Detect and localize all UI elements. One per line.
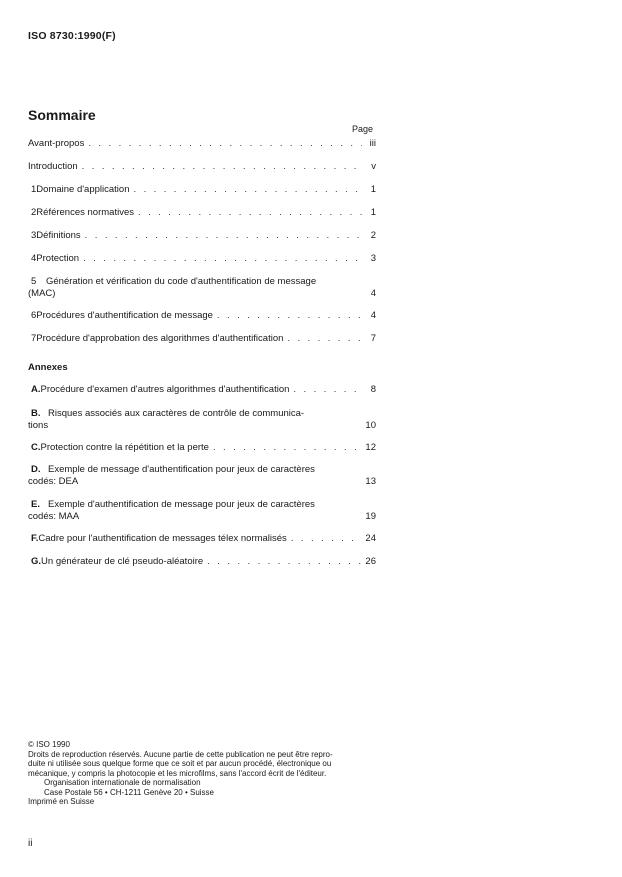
toc-entry-number: 4 [31, 253, 37, 264]
toc-entry-label: Protection [36, 253, 80, 264]
toc-entry-page: 13 [365, 476, 376, 487]
toc-entry-label: Définitions [36, 230, 81, 241]
toc-entry-page: 19 [365, 511, 376, 522]
toc-entry-label: Références normatives [36, 207, 134, 218]
toc-entry-avant-propos[interactable] [28, 138, 376, 150]
toc-entry-number: 3 [31, 230, 37, 241]
toc-entry-3[interactable] [28, 230, 376, 242]
toc-annex-c[interactable] [28, 442, 376, 454]
toc-entry-page: iii [369, 138, 376, 149]
copyright-line: © ISO 1990 [28, 740, 70, 749]
copyright-rights-line: duite ni utilisée sous quelque forme que ce soit et par aucun procédé, électronique ou [28, 759, 332, 768]
toc-entry-1[interactable] [28, 184, 376, 196]
toc-entry-label: Domaine d'application [36, 184, 130, 195]
toc-entry-5[interactable] [28, 276, 376, 300]
document-id: ISO 8730:1990(F) [28, 30, 116, 42]
toc-entry-7[interactable] [28, 333, 376, 345]
toc-entry-4[interactable] [28, 253, 376, 265]
toc-entry-number: A. [31, 384, 41, 395]
toc-entry-number: G. [31, 556, 42, 567]
toc-entry-number: 1 [31, 184, 37, 195]
toc-annex-b[interactable] [28, 408, 376, 432]
organisation-address: Case Postale 56 • CH-1211 Genève 20 • Suisse [44, 787, 214, 797]
copyright-rights-line: mécanique, y compris la photocopie et les microfilms, sans l'accord écrit de l'éditeur. [28, 768, 327, 778]
toc-entry-label: Procédures d'authentification de message [36, 310, 213, 321]
toc-entry-label: Exemple d'authentification de message pour jeux de caractères [48, 499, 315, 510]
toc-entry-introduction[interactable] [28, 161, 376, 173]
toc-entry-label: Procédure d'approbation des algorithmes d'authentification [36, 333, 284, 344]
toc-entry-page: 10 [365, 420, 376, 431]
organisation-name: Organisation internationale de normalisation [44, 778, 201, 787]
toc-annex-g[interactable] [28, 556, 376, 568]
annexes-heading: Annexes [28, 362, 68, 373]
toc-entry-page: v [371, 161, 376, 172]
toc-entry-label: Avant-propos [28, 138, 85, 149]
toc-entry-page: 1 [370, 207, 376, 218]
toc-entry-label: Cadre pour l'authentification de messages télex normalisés [38, 533, 287, 544]
toc-entry-number: F. [31, 533, 39, 544]
toc-entry-page: 7 [370, 333, 376, 344]
page-column-label: Page [352, 124, 374, 134]
toc-entry-label: Protection contre la répétition et la perte [40, 442, 209, 453]
toc-entry-number: 7 [31, 333, 37, 344]
toc-entry-page: 4 [370, 310, 376, 321]
toc-entry-page: 12 [365, 442, 376, 453]
toc-annex-a[interactable] [28, 384, 376, 396]
toc-entry-label-continued: tions [28, 420, 49, 431]
toc-entry-2[interactable] [28, 207, 376, 219]
toc-entry-number: 2 [31, 207, 37, 218]
toc-entry-label-continued: codés: DEA [28, 476, 79, 487]
toc-entry-label: Un générateur de clé pseudo-aléatoire [41, 556, 204, 567]
toc-entry-number: B. [31, 408, 41, 419]
toc-annex-e[interactable] [28, 499, 376, 523]
copyright-rights-line: Droits de reproduction réservés. Aucune partie de cette publication ne peut être repro- [28, 749, 333, 759]
toc-entry-label: Génération et vérification du code d'authentification de message [46, 276, 317, 287]
toc-entry-6[interactable] [28, 310, 376, 322]
toc-entry-page: 24 [365, 533, 376, 544]
toc-entry-page: 8 [370, 384, 376, 395]
toc-entry-page: 26 [365, 556, 376, 567]
toc-entry-number: C. [31, 442, 41, 453]
toc-entry-label-continued: codés: MAA [28, 511, 80, 522]
toc-entry-number: D. [31, 464, 41, 475]
toc-entry-label: Exemple de message d'authentification pour jeux de caractères [48, 464, 315, 475]
printed-in: Imprimé en Suisse [28, 797, 95, 806]
page-number: ii [28, 838, 33, 849]
copyright-notice [28, 740, 378, 807]
toc-annex-d[interactable] [28, 464, 376, 488]
toc-entry-page: 3 [370, 253, 376, 264]
toc-entry-label-continued: (MAC) [28, 288, 56, 299]
toc-entry-page: 1 [370, 184, 376, 195]
toc-entry-label: Risques associés aux caractères de contrôle de communica- [48, 408, 305, 419]
toc-entry-number: 5 [31, 276, 37, 287]
toc-entry-number: E. [31, 499, 40, 510]
toc-annex-f[interactable] [28, 533, 376, 545]
toc-entry-number: 6 [31, 310, 37, 321]
page-title: Sommaire [28, 107, 96, 123]
toc-entry-page: 2 [370, 230, 376, 241]
toc-entry-page: 4 [370, 288, 376, 299]
toc-entry-label: Procédure d'examen d'autres algorithmes d'authentification [40, 384, 290, 395]
toc-entry-label: Introduction [28, 161, 78, 172]
